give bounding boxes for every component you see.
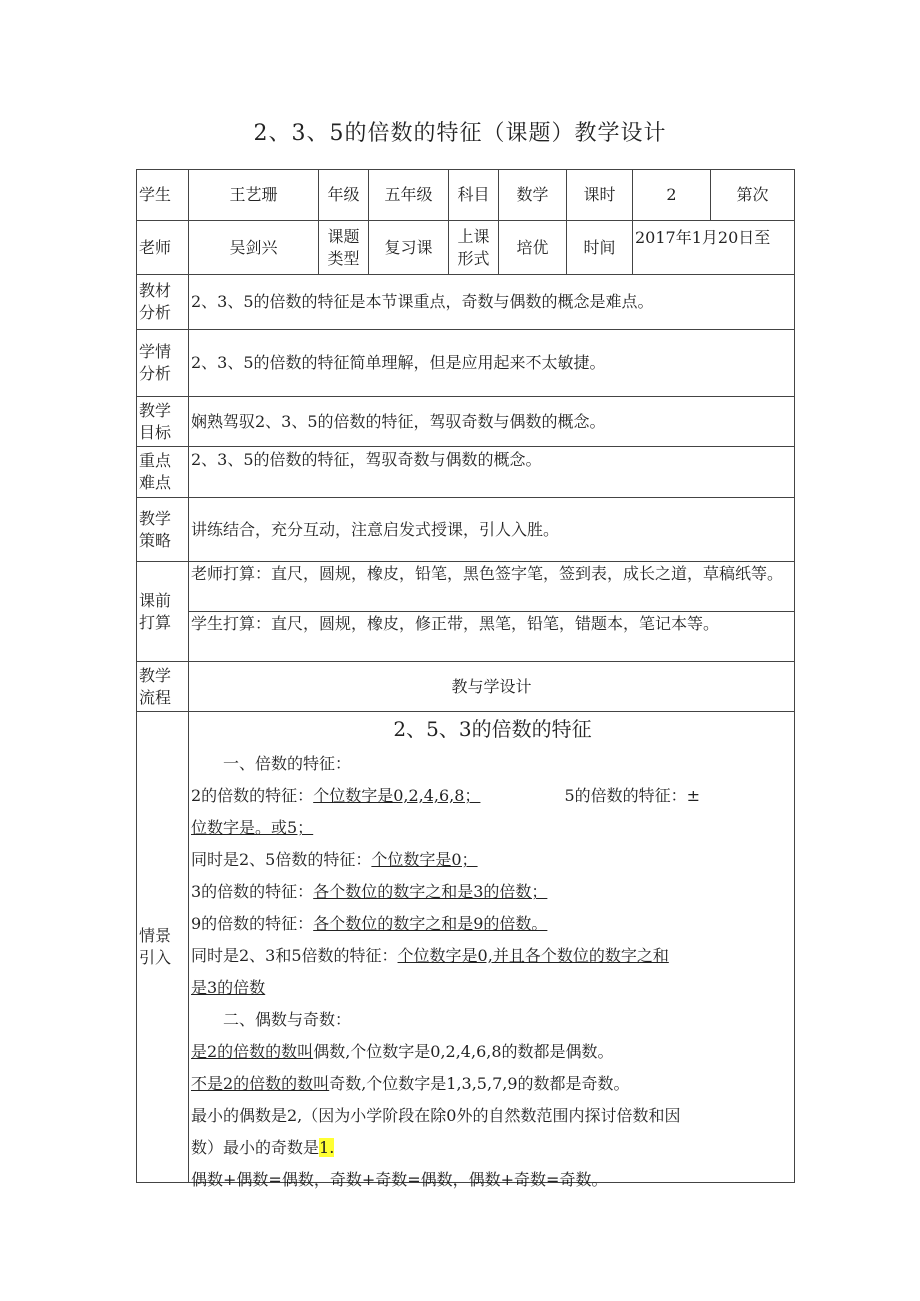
- table-row: [137, 275, 795, 330]
- goal-text: 娴熟驾驭2、3、5的倍数的特征，驾驭奇数与偶数的概念。: [189, 397, 795, 447]
- highlighted-answer: 1.: [319, 1138, 335, 1157]
- goal-label: 教学目标: [137, 397, 189, 447]
- table-row: [137, 712, 795, 1183]
- intro-content: [191, 717, 794, 1189]
- line-text: 奇数,个位数字是1,3,5,7,9的数都是奇数。: [329, 1074, 630, 1093]
- underlined-answer: 不是2的倍数的数叫: [191, 1074, 330, 1093]
- line-text: 2的倍数的特征：: [191, 786, 314, 805]
- student-value: 王艺珊: [189, 170, 319, 221]
- table-row: [137, 221, 795, 275]
- subject-label: 科目: [449, 170, 499, 221]
- type-label: 课题类型: [319, 221, 369, 275]
- flow-text: 教与学设计: [189, 662, 795, 712]
- time-label: 时间: [567, 221, 633, 275]
- document-title: 2、3、5的倍数的特征（课题）教学设计: [253, 121, 667, 146]
- grade-value: 五年级: [369, 170, 449, 221]
- content-line: [191, 1132, 794, 1164]
- line-text: 最小的偶数是2,（因为小学阶段在除0外的自然数范围内探讨倍数和因: [191, 1106, 681, 1125]
- content-line: [191, 876, 794, 908]
- content-line: [191, 1068, 794, 1100]
- table-row: [137, 612, 795, 662]
- learner-label: 学情分析: [137, 330, 189, 397]
- table-row: [137, 662, 795, 712]
- underlined-answer: 是2的倍数的数叫: [191, 1042, 314, 1061]
- table-row: [137, 330, 795, 397]
- content-line: [191, 812, 794, 844]
- prep-label: 课前打算: [137, 562, 189, 662]
- line-text: 偶数,个位数字是0,2,4,6,8的数都是偶数。: [313, 1042, 614, 1061]
- section-heading-multiples: 一、倍数的特征：: [223, 754, 352, 773]
- period-value: 2: [633, 170, 711, 221]
- underlined-answer: 个位数字是0；: [371, 850, 478, 869]
- content-line: [191, 940, 794, 972]
- content-line: [191, 1100, 794, 1132]
- grade-label: 年级: [319, 170, 369, 221]
- intro-content-cell: [189, 712, 795, 1189]
- underlined-answer: 各个数位的数字之和是3的倍数；: [313, 882, 548, 901]
- form-value: 培优: [499, 221, 567, 275]
- line-text: 偶数+偶数=偶数，奇数+奇数=偶数，偶数+奇数=奇数。: [191, 1170, 608, 1189]
- line-text: 5的倍数的特征：±: [564, 786, 701, 805]
- content-line: [191, 908, 794, 940]
- material-label: 教材分析: [137, 275, 189, 330]
- intro-label: 情景引入: [137, 712, 189, 1183]
- underlined-answer: 个位数字是0,2,4,6,8；: [313, 786, 481, 805]
- learner-text: 2、3、5的倍数的特征简单理解，但是应用起来不太敏捷。: [189, 330, 795, 397]
- strategy-label: 教学策略: [137, 498, 189, 562]
- prep-teacher-text: 老师打算：直尺，圆规，橡皮，铅笔，黑色签字笔，签到表，成长之道，草稿纸等。: [189, 562, 795, 612]
- period-label: 课时: [567, 170, 633, 221]
- material-text: 2、3、5的倍数的特征是本节课重点，奇数与偶数的概念是难点。: [189, 275, 795, 330]
- flow-label: 教学流程: [137, 662, 189, 712]
- time-value: 2017年1月20日至: [633, 221, 795, 275]
- section-heading-even-odd: 二、偶数与奇数：: [223, 1010, 352, 1029]
- key-text: 2、3、5的倍数的特征，驾驭奇数与偶数的概念。: [189, 447, 795, 498]
- underlined-answer: 个位数字是0,并且各个数位的数字之和: [397, 946, 669, 965]
- content-line-clipped: [191, 1164, 794, 1188]
- content-line: [191, 780, 794, 812]
- subject-value: 数学: [499, 170, 567, 221]
- underlined-answer: 各个数位的数字之和是9的倍数。: [313, 914, 548, 933]
- form-label: 上课形式: [449, 221, 499, 275]
- table-row: [137, 562, 795, 612]
- teacher-label: 老师: [137, 221, 189, 275]
- type-value: 复习课: [369, 221, 449, 275]
- underlined-answer: 位数字是。或5；: [191, 818, 314, 837]
- count-label: 第次: [711, 170, 795, 221]
- key-label: 重点难点: [137, 447, 189, 498]
- line-text: 同时是2、5倍数的特征：: [191, 850, 372, 869]
- strategy-text: 讲练结合，充分互动，注意启发式授课，引人入胜。: [189, 498, 795, 562]
- line-text: 同时是2、3和5倍数的特征：: [191, 946, 398, 965]
- line-text: 数）最小的奇数是: [191, 1138, 320, 1157]
- line-text: 3的倍数的特征：: [191, 882, 314, 901]
- lesson-plan-table: [136, 169, 795, 1189]
- table-row: [137, 447, 795, 498]
- line-text: 9的倍数的特征：: [191, 914, 314, 933]
- prep-student-text: 学生打算：直尺，圆规，橡皮，修正带，黑笔，铅笔，错题本，笔记本等。: [189, 612, 795, 662]
- underlined-answer: 是3的倍数: [191, 978, 266, 997]
- content-line: [191, 844, 794, 876]
- table-row: [137, 498, 795, 562]
- table-row: [137, 397, 795, 447]
- table-row: [137, 170, 795, 221]
- content-line: [191, 1036, 794, 1068]
- content-line: [191, 972, 794, 1004]
- student-label: 学生: [137, 170, 189, 221]
- content-subtitle: 2、5、3的倍数的特征: [393, 717, 592, 741]
- teacher-value: 吴剑兴: [189, 221, 319, 275]
